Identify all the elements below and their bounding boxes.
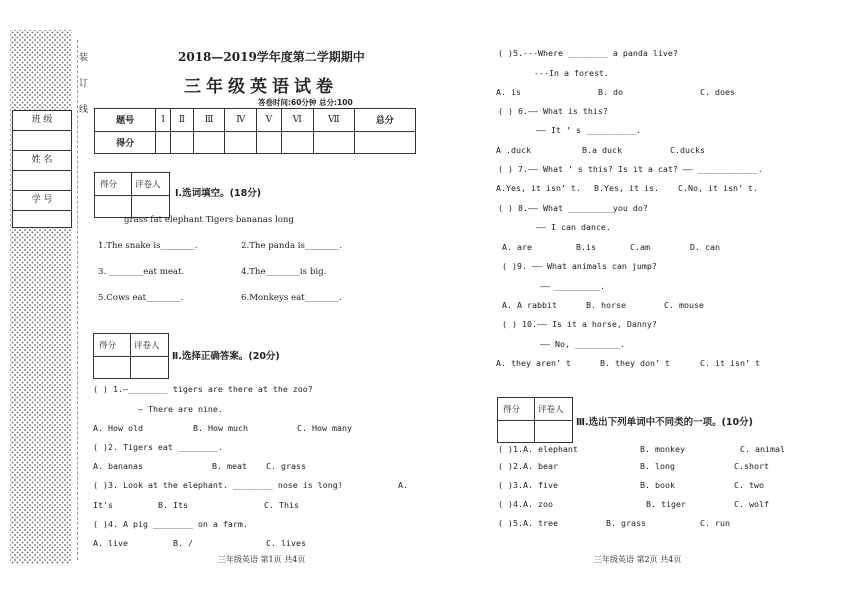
option: B. long	[640, 461, 675, 471]
score-cell[interactable]	[257, 131, 281, 154]
option: A .duck	[496, 145, 531, 155]
option: A. live	[93, 538, 128, 548]
grade-box-score-label: 得分	[99, 341, 117, 351]
option: B. /	[173, 538, 193, 548]
seal-char-2: 订	[79, 79, 89, 89]
question-8: ( ) 8.—— What _________you do?	[498, 203, 648, 213]
score-header-cell: Ⅱ	[170, 109, 193, 132]
question-10: ( ) 10.—— Is it a horse, Danny?	[502, 319, 657, 329]
score-cell[interactable]	[313, 131, 354, 154]
option: B.is	[576, 242, 596, 252]
question-7: ( ) 7.—— What ’ s this? Is it a cat? —— ____________.	[498, 164, 763, 174]
fill-item-1: 1.The snake is________.	[98, 241, 198, 251]
grade-box-grader-label: 评卷人	[538, 405, 564, 415]
odd-one-row-4: ( )4.A. zoo	[498, 499, 553, 509]
option: A. How old	[93, 423, 143, 433]
option: B. monkey	[640, 444, 685, 454]
fill-item-4: 4.The________is big.	[241, 267, 327, 277]
name-field[interactable]	[13, 171, 71, 191]
option: C. does	[700, 87, 735, 97]
option: B.a duck	[582, 145, 622, 155]
option: A. is	[496, 87, 521, 97]
option: B. they don’ t	[600, 358, 670, 368]
option: C. wolf	[734, 499, 769, 509]
score-header-cell: Ⅵ	[281, 109, 313, 132]
question-10-answer: —— No, _________.	[540, 339, 625, 349]
option: C. This	[264, 500, 299, 510]
score-cell[interactable]	[156, 131, 171, 154]
year-title: 2018—2019学年度第二学期期中	[178, 50, 365, 64]
option: B. horse	[586, 300, 626, 310]
option: B. How much	[193, 423, 248, 433]
question-1: ( ) 1.—________ tigers are there at the zoo?	[93, 384, 313, 394]
question-9: ( )9. —— What animals can jump?	[502, 261, 657, 271]
option: C. two	[734, 480, 764, 490]
fill-item-5: 5.Cows eat________.	[98, 293, 184, 303]
student-id-label: 学 号	[13, 191, 71, 211]
footer-left: 三年级英语 第1页 共4页	[218, 555, 306, 564]
score-header-cell: 总分	[354, 109, 415, 132]
class-field[interactable]	[13, 131, 71, 151]
option: C. mouse	[664, 300, 704, 310]
score-header-cell: Ⅳ	[225, 109, 257, 132]
grade-box-score-label: 得分	[100, 180, 118, 190]
seal-char-1: 装	[79, 53, 89, 63]
score-cell[interactable]	[225, 131, 257, 154]
score-cell[interactable]	[170, 131, 193, 154]
question-3: ( )3. Look at the elephant. ________ nose is long!	[93, 480, 343, 490]
grade-box-grader-label: 评卷人	[134, 341, 160, 351]
score-cell[interactable]	[193, 131, 224, 154]
score-header-cell: Ⅶ	[313, 109, 354, 132]
section-2-title: Ⅱ.选择正确答案。(20分)	[172, 351, 280, 362]
score-table-score-row	[95, 131, 416, 154]
option: A.	[398, 480, 408, 490]
grade-box-2	[93, 333, 169, 379]
grade-box-score-label: 得分	[503, 405, 521, 415]
score-header-cell: Ⅰ	[156, 109, 171, 132]
score-cell[interactable]	[281, 131, 313, 154]
option: C.short	[734, 461, 769, 471]
odd-one-row-5: ( )5.A. tree	[498, 518, 558, 528]
option: A. they aren’ t	[496, 358, 571, 368]
section-3-title: Ⅲ.选出下列单词中不同类的一项。(10分)	[576, 417, 753, 428]
question-5: ( )5.---Where ________ a panda live?	[498, 48, 678, 58]
option: B. Its	[158, 500, 188, 510]
option: A. A rabbit	[502, 300, 557, 310]
option: B. do	[598, 87, 623, 97]
grade-box-grader-label: 评卷人	[135, 180, 161, 190]
option: B. book	[640, 480, 675, 490]
fill-item-2: 2.The panda is________.	[241, 241, 343, 251]
option: C.am	[630, 242, 650, 252]
score-header-cell: 题号	[95, 109, 156, 132]
option: C. it isn’ t	[700, 358, 760, 368]
footer-right: 三年级英语 第2页 共4页	[594, 555, 682, 564]
option: C. lives	[266, 538, 306, 548]
grade-box-3	[497, 397, 573, 443]
question-2: ( )2. Tigers eat ________.	[93, 442, 223, 452]
question-4: ( )4. A pig ________ on a farm.	[93, 519, 248, 529]
option: C. grass	[266, 461, 306, 471]
odd-one-row-3: ( )3.A. five	[498, 480, 558, 490]
option: B. meat	[212, 461, 247, 471]
score-row-label: 得分	[95, 131, 156, 154]
question-6: ( ) 6.—— What is this?	[498, 106, 608, 116]
odd-one-row-2: ( )2.A. bear	[498, 461, 558, 471]
score-cell[interactable]	[354, 131, 415, 154]
question-5-answer: ---In a forest.	[534, 68, 609, 78]
odd-one-row-1: ( )1.A. elephant	[498, 444, 578, 454]
student-id-field[interactable]	[13, 211, 71, 230]
option: C. How many	[297, 423, 352, 433]
option: A. are	[502, 242, 532, 252]
fill-item-3: 3. ________eat meat.	[98, 267, 185, 277]
score-table	[94, 108, 416, 154]
option: C. animal	[740, 444, 785, 454]
option: B. tiger	[646, 499, 686, 509]
section-1-title: Ⅰ.选词填空。(18分)	[175, 188, 262, 199]
score-table-header-row	[95, 109, 416, 132]
option: A.Yes, it isn’ t.	[496, 183, 581, 193]
option: It's	[93, 500, 113, 510]
option: C. run	[700, 518, 730, 528]
question-8-answer: —— I can dance.	[536, 222, 611, 232]
student-info-box	[12, 110, 72, 228]
fill-item-6: 6.Monkeys eat________.	[241, 293, 342, 303]
grade-box-1	[94, 172, 170, 218]
seal-char-3: 线	[79, 105, 89, 115]
score-header-cell: Ⅴ	[257, 109, 281, 132]
class-label: 班 级	[13, 111, 71, 131]
exam-info: 答卷时间:60分钟 总分:100	[258, 98, 353, 107]
option: B.Yes, it is.	[594, 183, 659, 193]
name-label: 姓 名	[13, 151, 71, 171]
word-bank: grass fat elephant Tigers bananas long	[124, 215, 294, 225]
option: A. bananas	[93, 461, 143, 471]
option: D. can	[690, 242, 720, 252]
option: C.No, it isn’ t.	[678, 183, 758, 193]
score-header-cell: Ⅲ	[193, 109, 224, 132]
question-6-answer: —— It ’ s __________.	[536, 125, 641, 135]
option: C.ducks	[670, 145, 705, 155]
question-9-answer: —— _________.	[540, 281, 605, 291]
binding-line	[77, 40, 78, 560]
option: B. grass	[606, 518, 646, 528]
page-title: 三年级英语试卷	[184, 77, 338, 97]
question-1-answer: — There are nine.	[138, 404, 223, 414]
